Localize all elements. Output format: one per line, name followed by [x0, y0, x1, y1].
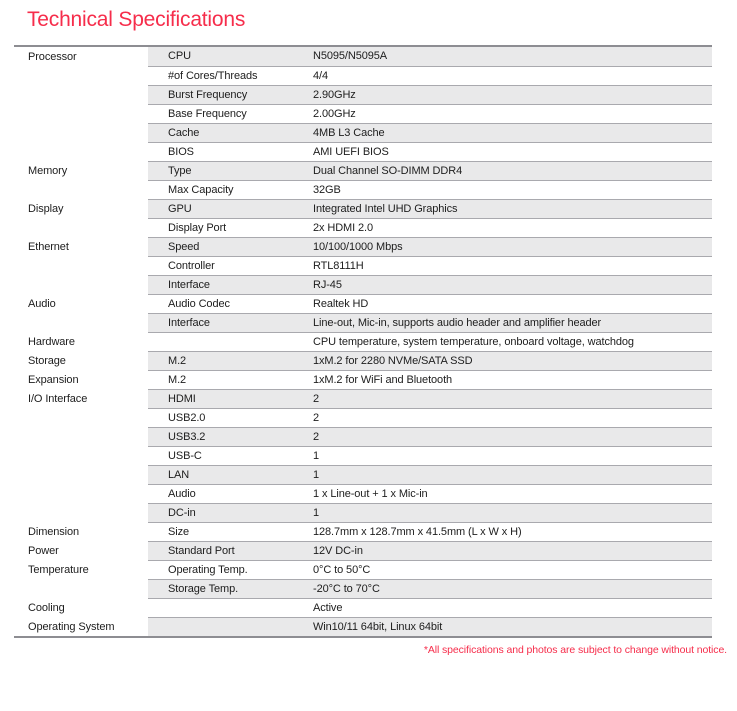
category-cell [14, 503, 148, 522]
spec-value-cell: Integrated Intel UHD Graphics [313, 199, 712, 218]
spec-row [14, 237, 712, 256]
spec-row [14, 541, 712, 560]
spec-row [14, 427, 712, 446]
spec-row [14, 123, 712, 142]
spec-row [14, 484, 712, 503]
spec-row [14, 579, 712, 598]
category-cell: Display [14, 199, 148, 218]
category-cell: Storage [14, 351, 148, 370]
category-cell: I/O Interface [14, 389, 148, 408]
spec-name-cell: USB2.0 [148, 408, 313, 427]
spec-row [14, 104, 712, 123]
category-cell [14, 427, 148, 446]
spec-value-cell: 2 [313, 389, 712, 408]
spec-row [14, 617, 712, 636]
spec-value-cell: 128.7mm x 128.7mm x 41.5mm (L x W x H) [313, 522, 712, 541]
spec-value-cell: 4/4 [313, 66, 712, 85]
category-cell [14, 465, 148, 484]
spec-name-cell: Operating Temp. [148, 560, 313, 579]
spec-row [14, 560, 712, 579]
spec-value-cell: 32GB [313, 180, 712, 199]
spec-row [14, 522, 712, 541]
spec-value-cell: -20°C to 70°C [313, 579, 712, 598]
spec-name-cell: M.2 [148, 351, 313, 370]
category-cell: Dimension [14, 522, 148, 541]
spec-name-cell: HDMI [148, 389, 313, 408]
spec-name-cell: M.2 [148, 370, 313, 389]
spec-value-cell: RTL8111H [313, 256, 712, 275]
spec-value-cell: 2.00GHz [313, 104, 712, 123]
spec-value-cell: N5095/N5095A [313, 47, 712, 66]
spec-row [14, 389, 712, 408]
spec-value-cell: 0°C to 50°C [313, 560, 712, 579]
spec-name-cell: Interface [148, 275, 313, 294]
category-cell: Hardware [14, 332, 148, 351]
spec-row [14, 47, 712, 66]
spec-row [14, 503, 712, 522]
spec-name-cell: USB3.2 [148, 427, 313, 446]
spec-name-cell: Interface [148, 313, 313, 332]
category-cell: Cooling [14, 598, 148, 617]
category-cell [14, 408, 148, 427]
spec-row [14, 370, 712, 389]
spec-row [14, 85, 712, 104]
spec-name-cell: #of Cores/Threads [148, 66, 313, 85]
category-cell [14, 579, 148, 598]
spec-name-cell: Standard Port [148, 541, 313, 560]
spec-row [14, 180, 712, 199]
spec-row [14, 294, 712, 313]
spec-value-cell: 4MB L3 Cache [313, 123, 712, 142]
spec-table-grid [14, 47, 712, 636]
spec-value-cell: 1 x Line-out + 1 x Mic-in [313, 484, 712, 503]
category-cell: Processor [14, 47, 148, 66]
spec-name-cell: BIOS [148, 142, 313, 161]
spec-name-cell: Size [148, 522, 313, 541]
spec-row [14, 142, 712, 161]
category-cell [14, 313, 148, 332]
spec-name-cell: Audio [148, 484, 313, 503]
spec-name-cell: LAN [148, 465, 313, 484]
spec-row [14, 313, 712, 332]
spec-name-cell: Burst Frequency [148, 85, 313, 104]
spec-row [14, 66, 712, 85]
spec-value-cell: 1 [313, 446, 712, 465]
category-cell: Memory [14, 161, 148, 180]
page-title: Technical Specifications [27, 8, 246, 31]
spec-name-cell: Speed [148, 237, 313, 256]
spec-value-cell: Dual Channel SO-DIMM DDR4 [313, 161, 712, 180]
spec-name-cell: Max Capacity [148, 180, 313, 199]
category-cell: Expansion [14, 370, 148, 389]
spec-sheet-page [0, 7, 737, 711]
spec-name-cell: Cache [148, 123, 313, 142]
spec-row [14, 408, 712, 427]
category-cell: Operating System [14, 617, 148, 636]
spec-row [14, 161, 712, 180]
spec-value-cell: 2x HDMI 2.0 [313, 218, 712, 237]
spec-value-cell: RJ-45 [313, 275, 712, 294]
category-cell [14, 123, 148, 142]
spec-value-cell: Line-out, Mic-in, supports audio header and amplifier header [313, 313, 712, 332]
spec-name-cell: USB-C [148, 446, 313, 465]
spec-name-cell: DC-in [148, 503, 313, 522]
spec-table [14, 45, 712, 638]
spec-name-cell: CPU [148, 47, 313, 66]
spec-value-cell: CPU temperature, system temperature, onboard voltage, watchdog [313, 332, 712, 351]
spec-row [14, 332, 712, 351]
spec-name-cell: Display Port [148, 218, 313, 237]
spec-name-cell: Base Frequency [148, 104, 313, 123]
spec-value-cell: 1 [313, 465, 712, 484]
spec-name-cell [148, 617, 313, 636]
spec-value-cell: AMI UEFI BIOS [313, 142, 712, 161]
spec-row [14, 598, 712, 617]
spec-row [14, 256, 712, 275]
spec-name-cell [148, 598, 313, 617]
spec-value-cell: Active [313, 598, 712, 617]
category-cell: Audio [14, 294, 148, 313]
spec-row [14, 446, 712, 465]
spec-name-cell: Controller [148, 256, 313, 275]
category-cell [14, 275, 148, 294]
category-cell: Power [14, 541, 148, 560]
spec-value-cell: 1xM.2 for WiFi and Bluetooth [313, 370, 712, 389]
footnote: *All specifications and photos are subject to change without notice. [423, 644, 727, 656]
spec-row [14, 465, 712, 484]
spec-name-cell: Storage Temp. [148, 579, 313, 598]
spec-value-cell: 10/100/1000 Mbps [313, 237, 712, 256]
spec-value-cell: Realtek HD [313, 294, 712, 313]
spec-name-cell: Type [148, 161, 313, 180]
category-cell [14, 484, 148, 503]
spec-value-cell: Win10/11 64bit, Linux 64bit [313, 617, 712, 636]
category-cell [14, 446, 148, 465]
spec-row [14, 275, 712, 294]
spec-name-cell: Audio Codec [148, 294, 313, 313]
category-cell [14, 180, 148, 199]
spec-row [14, 218, 712, 237]
spec-value-cell: 2 [313, 408, 712, 427]
category-cell [14, 256, 148, 275]
spec-name-cell: GPU [148, 199, 313, 218]
spec-value-cell: 12V DC-in [313, 541, 712, 560]
category-cell: Temperature [14, 560, 148, 579]
category-cell [14, 218, 148, 237]
spec-value-cell: 2 [313, 427, 712, 446]
spec-value-cell: 2.90GHz [313, 85, 712, 104]
spec-value-cell: 1 [313, 503, 712, 522]
category-cell [14, 66, 148, 85]
spec-row [14, 351, 712, 370]
category-cell [14, 85, 148, 104]
spec-row [14, 199, 712, 218]
category-cell [14, 104, 148, 123]
category-cell: Ethernet [14, 237, 148, 256]
spec-name-cell [148, 332, 313, 351]
spec-table-body [14, 47, 712, 636]
spec-value-cell: 1xM.2 for 2280 NVMe/SATA SSD [313, 351, 712, 370]
category-cell [14, 142, 148, 161]
